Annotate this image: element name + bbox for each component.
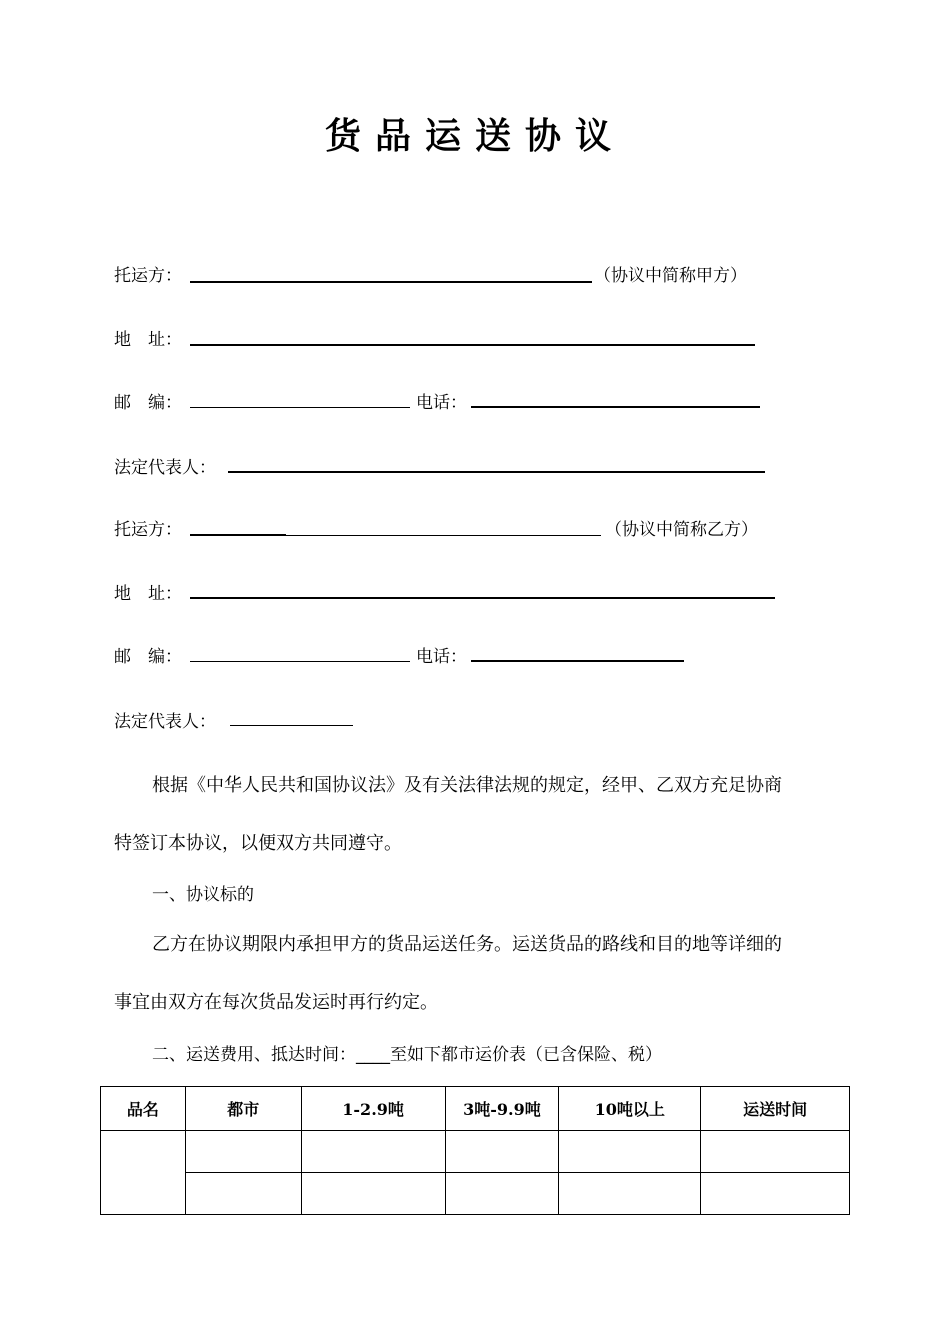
party-b-shipper-label: 托运方： bbox=[114, 520, 182, 540]
document-title: 货品运送协议 bbox=[324, 116, 625, 157]
section-2-heading: 二、运送费用、抵达时间：____至如下都市运价表（已含保险、税） bbox=[152, 1045, 662, 1065]
table-cell[interactable] bbox=[185, 1173, 301, 1215]
header-weight-1: 1-2.9吨 bbox=[301, 1087, 445, 1131]
party-a-zip-label: 邮 编： bbox=[114, 393, 182, 413]
rate-table bbox=[100, 1086, 850, 1215]
party-b-rep-field[interactable] bbox=[230, 725, 353, 726]
table-cell[interactable] bbox=[301, 1131, 445, 1173]
table-cell[interactable] bbox=[445, 1131, 559, 1173]
party-a-zip-field[interactable] bbox=[190, 407, 410, 408]
party-b-address-field[interactable] bbox=[190, 597, 775, 599]
party-a-shipper-note: （协议中简称甲方） bbox=[594, 266, 747, 286]
header-city: 都市 bbox=[185, 1087, 301, 1131]
party-a-shipper-field[interactable] bbox=[190, 281, 592, 283]
intro-line-2: 特签订本协议，以便双方共同遵守。 bbox=[114, 833, 402, 854]
header-weight-2: 3吨-9.9吨 bbox=[445, 1087, 559, 1131]
table-cell[interactable] bbox=[559, 1131, 701, 1173]
party-b-phone-label: 电话： bbox=[416, 647, 467, 667]
section-1-line-2: 事宜由双方在每次货品发运时再行约定。 bbox=[114, 992, 438, 1013]
table-cell[interactable] bbox=[185, 1131, 301, 1173]
party-a-phone-label: 电话： bbox=[416, 393, 467, 413]
table-cell[interactable] bbox=[701, 1131, 850, 1173]
party-a-address-label: 地 址： bbox=[114, 330, 182, 350]
table-header-row bbox=[101, 1087, 850, 1131]
party-b-zip-label: 邮 编： bbox=[114, 647, 182, 667]
party-b-phone-field[interactable] bbox=[471, 660, 684, 662]
party-b-rep-label: 法定代表人： bbox=[114, 712, 216, 732]
table-cell[interactable] bbox=[701, 1173, 850, 1215]
table-row bbox=[101, 1131, 850, 1173]
table-cell-product[interactable] bbox=[101, 1131, 186, 1215]
party-a-rep-label: 法定代表人： bbox=[114, 458, 216, 478]
intro-line-1: 根据《中华人民共和国协议法》及有关法律法规的规定，经甲、乙双方充足协商 bbox=[152, 775, 782, 796]
party-a-address-field[interactable] bbox=[190, 344, 755, 346]
table-cell[interactable] bbox=[445, 1173, 559, 1215]
party-b-shipper-note: （协议中简称乙方） bbox=[605, 520, 758, 540]
party-b-shipper-field-a[interactable] bbox=[190, 534, 286, 536]
header-product-name: 品名 bbox=[101, 1087, 186, 1131]
party-b-zip-field[interactable] bbox=[190, 661, 410, 662]
header-delivery-time: 运送时间 bbox=[701, 1087, 850, 1131]
section-1-heading: 一、协议标的 bbox=[152, 885, 254, 905]
header-weight-3: 10吨以上 bbox=[559, 1087, 701, 1131]
party-a-phone-field[interactable] bbox=[471, 406, 760, 408]
table-row bbox=[101, 1173, 850, 1215]
party-b-address-label: 地 址： bbox=[114, 584, 182, 604]
party-a-rep-field[interactable] bbox=[228, 471, 765, 473]
section-1-line-1: 乙方在协议期限内承担甲方的货品运送任务。运送货品的路线和目的地等详细的 bbox=[152, 934, 782, 955]
party-b-shipper-field-b[interactable] bbox=[286, 535, 601, 536]
table-cell[interactable] bbox=[301, 1173, 445, 1215]
party-a-shipper-label: 托运方： bbox=[114, 266, 182, 286]
table-cell[interactable] bbox=[559, 1173, 701, 1215]
